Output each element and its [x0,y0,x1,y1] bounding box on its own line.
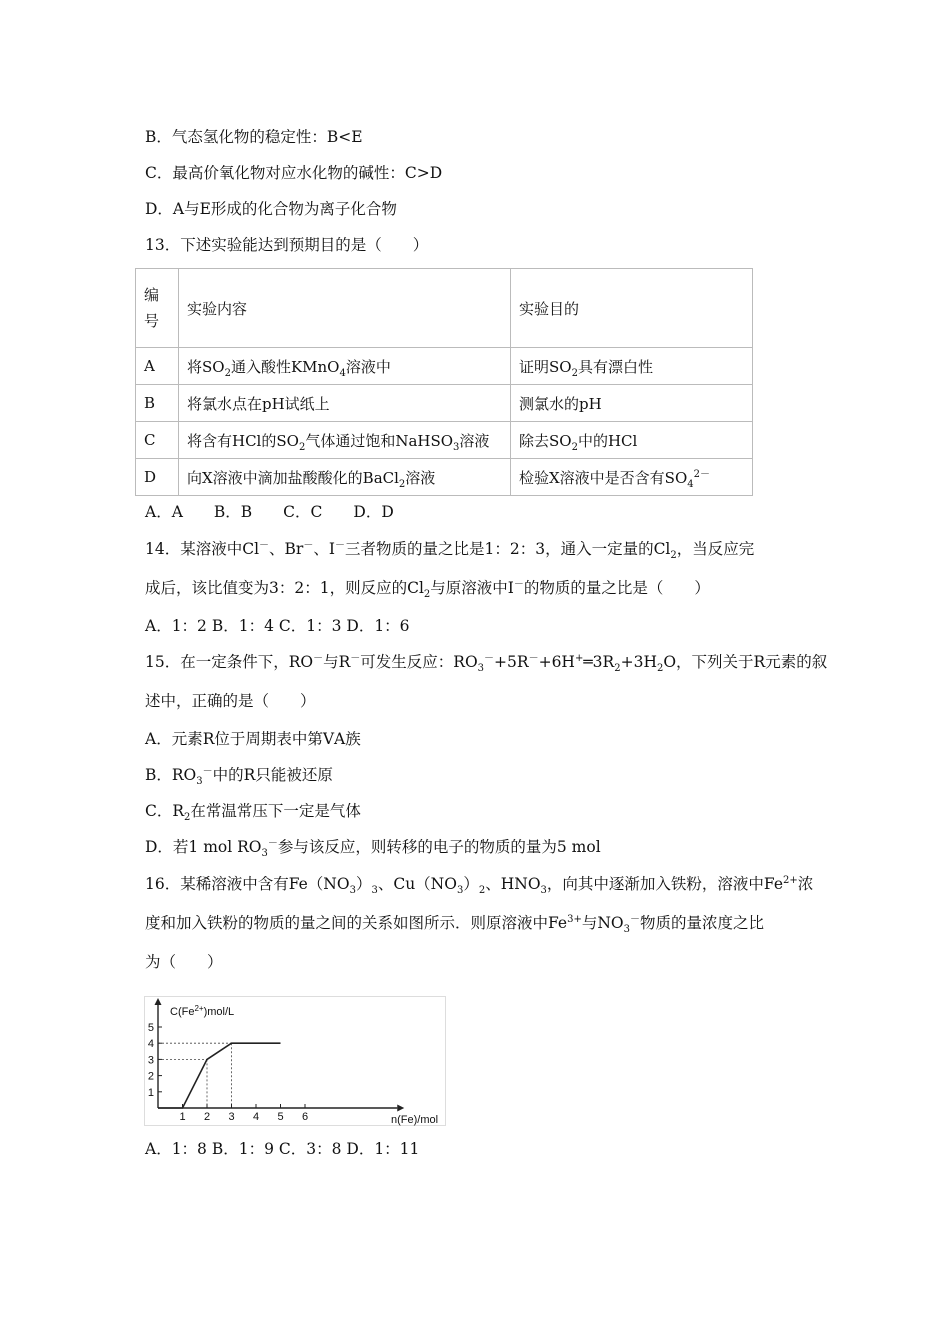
row-id: D [136,459,179,496]
x-tick-label: 4 [252,1111,260,1123]
q13-experiment-table [135,268,753,496]
q15-line2: 述中，正确的是（ ） [145,692,316,710]
row-content: 向X溶液中滴加盐酸酸化的BaCl$_2$溶液 [179,459,511,496]
row-purpose: 除去$SO_2$中的HCl [511,422,753,459]
q12-option-b: B．气态氢化物的稳定性：B<E [145,128,363,146]
q12-option-d: D．A与E形成的化合物为离子化合物 [145,200,397,218]
q15-option-b: B．$RO_3^-$中的R只能被还原 [145,765,333,788]
q13-options: A．A B．B C．C D．D [145,503,394,521]
q16-line1: 16．某稀溶液中含有$Fe(NO_3)_3$、$Cu(NO_3)_2$、$HNO_3$，向其中逐渐加入铁粉，溶液中$Fe^{2+}$浓 [145,874,814,897]
x-tick-label: 3 [228,1111,235,1123]
x-tick-label: 5 [277,1111,284,1123]
q13-stem: 13．下述实验能达到预期目的是（ ） [145,236,429,254]
x-tick-label: 1 [179,1111,186,1123]
y-tick-label: 1 [147,1086,154,1099]
row-content: 将含有HCl的$SO_2$气体通过饱和NaHSO$_3$溶液 [179,422,511,459]
row-content: 将$SO_2$通入酸性KMnO$_4$溶液中 [179,348,511,385]
header-id-text: 编号 [144,286,160,330]
row-purpose: 检验X溶液中是否含有$SO_4^{2-}$ [511,459,753,496]
row-purpose: 测氯水的pH [511,385,753,422]
table-row [136,422,753,459]
x-tick-label: 6 [301,1111,309,1123]
table-row [136,348,753,385]
y-tick-label: 5 [147,1022,154,1034]
row-id: C [136,422,179,459]
fe2-concentration-chart [144,996,446,1126]
q12-option-c: C．最高价氧化物对应水化物的碱性：C>D [145,164,443,182]
header-id [136,269,179,348]
header-purpose: 实验目的 [511,269,753,348]
q16-line3: 为（ ） [145,953,223,971]
y-tick-label: 4 [147,1038,154,1051]
row-purpose: 证明$SO_2$具有漂白性 [511,348,753,385]
row-id: B [136,385,179,422]
q14-options: A．1：2 B．1：4 C．1：3 D．1：6 [145,617,410,635]
table-row [136,459,753,496]
q14-line1: 14．某溶液中Cl－、Br－、I－三者物质的量之比是1：2：3，通入一定量的$Cl_2$，当反应完 [145,539,755,562]
q16-line2: 度和加入铁粉的物质的量之间的关系如图所示．则原溶液中$Fe^{3+}$与$NO_3^-$物质的量浓度之比 [145,913,765,936]
chart-ylabel: $C(Fe^{2+})mol/L$ [170,1004,235,1018]
q15-option-c: C．$R_2$在常温常压下一定是气体 [145,802,361,824]
q15-line1: 15．在一定条件下，RO－与R－可发生反应：$RO_3^-+5R^-+6H^+═3R_2+3H_2O$，下列关于R元素的叙 [145,652,828,675]
chart-xlabel: n(Fe)/mol [391,1114,439,1126]
table-header-row [136,269,753,348]
header-content: 实验内容 [179,269,511,348]
y-tick-label: 3 [147,1054,154,1067]
x-tick-label: 2 [203,1111,211,1123]
y-tick-label: 2 [147,1070,154,1083]
table-row [136,385,753,422]
q14-line2: 成后，该比值变为3：2：1，则反应的$Cl_2$与原溶液中I－的物质的量之比是（ ） [145,578,710,601]
q15-option-a: A．元素R位于周期表中第ⅤA族 [145,730,361,748]
row-id: A [136,348,179,385]
q16-options: A．1：8 B．1：9 C．3：8 D．1：11 [145,1140,420,1158]
row-content: 将氯水点在pH试纸上 [179,385,511,422]
q15-option-d: D．若1 mol $RO_3^-$参与该反应，则转移的电子的物质的量为5 mol [145,837,601,860]
